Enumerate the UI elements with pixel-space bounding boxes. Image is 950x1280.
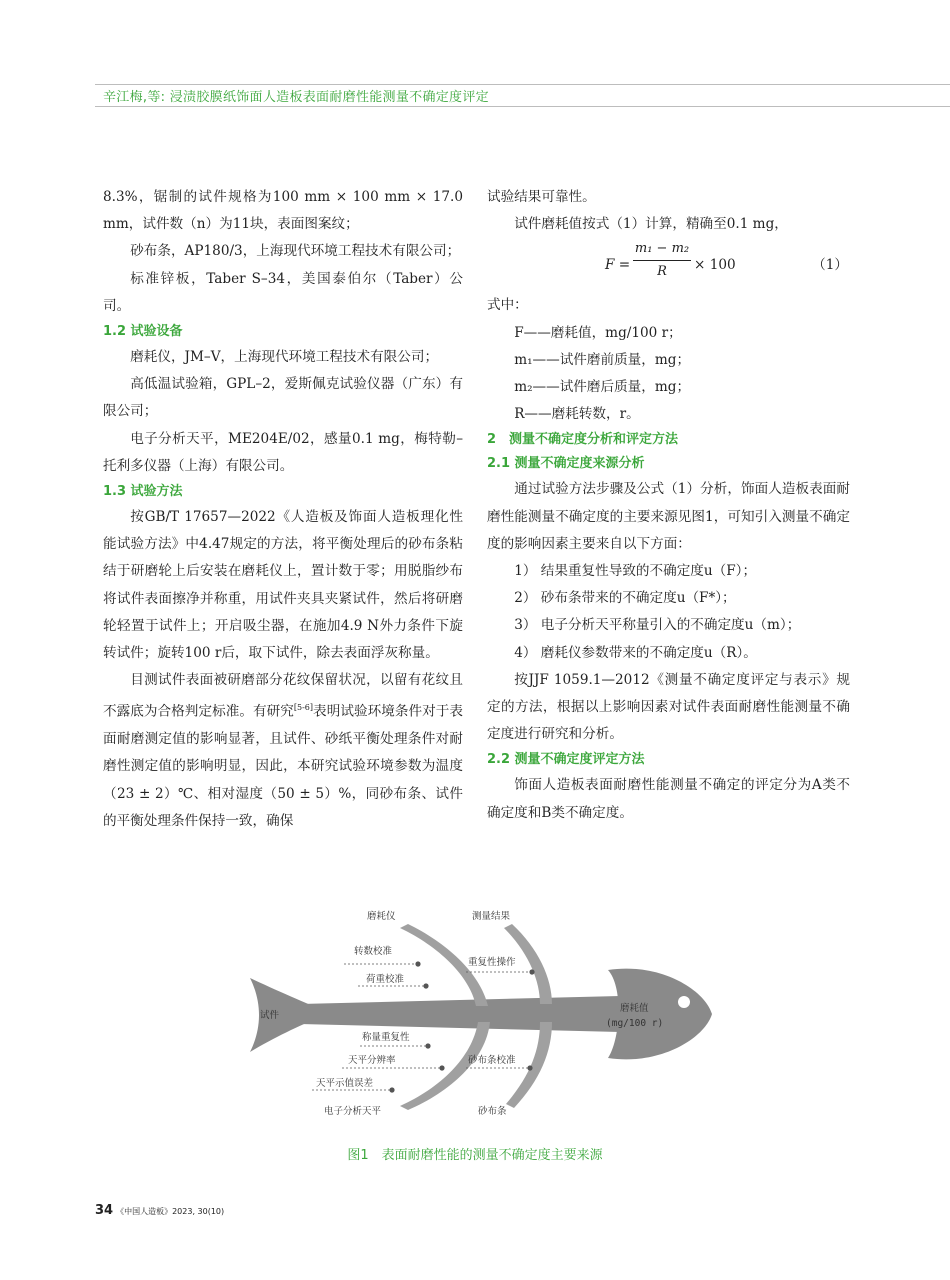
- page-number: 34: [95, 1203, 114, 1218]
- running-head: 辛江梅,等: 浸渍胶膜纸饰面人造板表面耐磨性能测量不确定度评定: [103, 90, 489, 105]
- label-head-unit: (mg/100 r): [606, 1018, 664, 1029]
- section-heading: 2.2 测量不确定度评定方法: [487, 752, 645, 768]
- label-sub-bottom-left-3: 天平示值误差: [316, 1078, 374, 1089]
- paragraph: 电子分析天平，ME204E/02，感量0.1 mg，梅特勒–托利多仪器（上海）有限公司。: [103, 430, 463, 474]
- left-column: [103, 184, 463, 835]
- header-rule-top: [95, 84, 950, 85]
- label-head: 磨耗值: [620, 1003, 649, 1014]
- page-footer: [95, 1203, 224, 1218]
- label-sub-bottom-left-1: 称量重复性: [362, 1032, 410, 1043]
- label-sub-top-left-2: 荷重校准: [366, 974, 405, 985]
- section-heading: 2.1 测量不确定度来源分析: [487, 456, 645, 472]
- fish-spine: [300, 996, 620, 1032]
- paragraph: 饰面人造板表面耐磨性能测量不确定的评定分为A类不确定度和B类不确定度。: [487, 777, 850, 821]
- paragraph: 试验结果可靠性。: [487, 189, 596, 205]
- section-heading: 1.3 试验方法: [103, 484, 183, 500]
- formula-denominator: R: [657, 264, 667, 280]
- paragraph: 砂布条，AP180/3，上海现代环境工程技术有限公司；: [130, 243, 461, 260]
- figure-caption: 图1 表面耐磨性能的测量不确定度主要来源: [347, 1148, 603, 1163]
- label-sub-bottom-left-2: 天平分辨率: [348, 1055, 396, 1066]
- label-sub-top-right-1: 重复性操作: [468, 957, 516, 968]
- paragraph-text: 目测试件表面被研磨部分花纹保留状况，以留有花纹且不露底为合格判定标准。有研究: [103, 672, 463, 720]
- paragraph: [103, 667, 463, 835]
- label-bone-top-left: 磨耗仪: [367, 911, 396, 922]
- paragraph: 按GB/T 17657—2022《人造板及饰面人造板理化性能试验方法》中4.47规定的方法，将平衡处理后的砂布条粘结于研磨轮上后安装在磨耗仪上，置计数于零；用脱脂纱布将试件表面擦净并称重，用试件夹具夹紧试件，然后将研磨轮轻置于试件上；开启吸尘器，在施加4.9 N外力条件下旋转试件；旋转100 r后，取下试件，除去表面浮灰称量。: [103, 509, 463, 662]
- section-heading: 2 测量不确定度分析和评定方法: [487, 432, 679, 448]
- citation[interactable]: [5-6]: [293, 703, 314, 713]
- bone-bottom-left: [400, 1022, 490, 1110]
- paragraph: 按JJF 1059.1—2012《测量不确定度评定与表示》规定的方法，根据以上影响因素对试件表面耐磨性能测量不确定度进行研究和分析。: [487, 671, 850, 743]
- list-item: 3） 电子分析天平称量引入的不确定度u（m）；: [514, 617, 801, 634]
- equation-number: （1）: [812, 257, 848, 274]
- paragraph: 高低温试验箱，GPL–2，爱斯佩克试验仪器（广东）有限公司；: [103, 376, 463, 420]
- paragraph: 式中：: [487, 297, 528, 314]
- definition: m₂——试件磨后质量，mg；: [514, 379, 691, 396]
- formula-factor: × 100: [694, 257, 736, 274]
- label-bone-top-right: 测量结果: [472, 911, 511, 922]
- formula-numerator: m₁ − m₂: [633, 238, 691, 261]
- paragraph: 试件磨耗值按式（1）计算，精确至0.1 mg，: [514, 216, 788, 233]
- section-heading: 1.2 试验设备: [103, 324, 183, 340]
- paragraph: 通过试验方法步骤及公式（1）分析，饰面人造板表面耐磨性能测量不确定度的主要来源见图1，可知引入测量不确定度的影响因素主要来自以下方面：: [487, 481, 850, 552]
- list-item: 2） 砂布条带来的不确定度u（F*）；: [514, 590, 736, 607]
- formula-fraction: [633, 238, 691, 283]
- label-tail: 试件: [260, 1010, 280, 1021]
- label-bone-bottom-left: 电子分析天平: [324, 1106, 382, 1117]
- fish-eye: [678, 996, 690, 1008]
- journal-info: 《中国人造板》2023, 30(10): [116, 1207, 225, 1216]
- definition: m₁——试件磨前质量，mg；: [514, 351, 691, 368]
- right-column: [487, 184, 850, 827]
- fishbone-diagram: [240, 900, 720, 1130]
- list-item: 1） 结果重复性导致的不确定度u（F）；: [514, 563, 757, 580]
- paragraph: 8.3%，锯制的试件规格为100 mm × 100 mm × 17.0 mm，试件数（n）为11块，表面图案纹；: [103, 189, 463, 233]
- label-sub-top-left-1: 转数校准: [354, 946, 393, 957]
- fish-head: [608, 969, 712, 1060]
- paragraph-text: 表明试验环境条件对于表面耐磨测定值的影响显著，且试件、砂纸平衡处理条件对耐磨性测定值的影响明显，因此，本研究试验环境参数为温度（23 ± 2）℃、相对湿度（50 ± 5）%，同砂布条、试件的平衡处理条件保持一致，确保: [103, 703, 463, 829]
- definition: F——磨耗值，mg/100 r；: [514, 324, 682, 341]
- formula-lhs: F =: [605, 257, 631, 274]
- label-sub-bottom-right-1: 砂布条校准: [468, 1055, 516, 1066]
- list-item: 4） 磨耗仪参数带来的不确定度u（R）。: [514, 644, 757, 661]
- header-rule-bottom: [95, 106, 950, 107]
- definition: R——磨耗转数，r。: [514, 406, 640, 423]
- paragraph: 磨耗仪，JM–V，上海现代环境工程技术有限公司；: [130, 349, 439, 366]
- formula-1: [487, 238, 850, 292]
- label-bone-bottom-right: 砂布条: [478, 1106, 507, 1117]
- paragraph: 标准锌板，Taber S–34，美国泰伯尔（Taber）公司。: [103, 270, 463, 314]
